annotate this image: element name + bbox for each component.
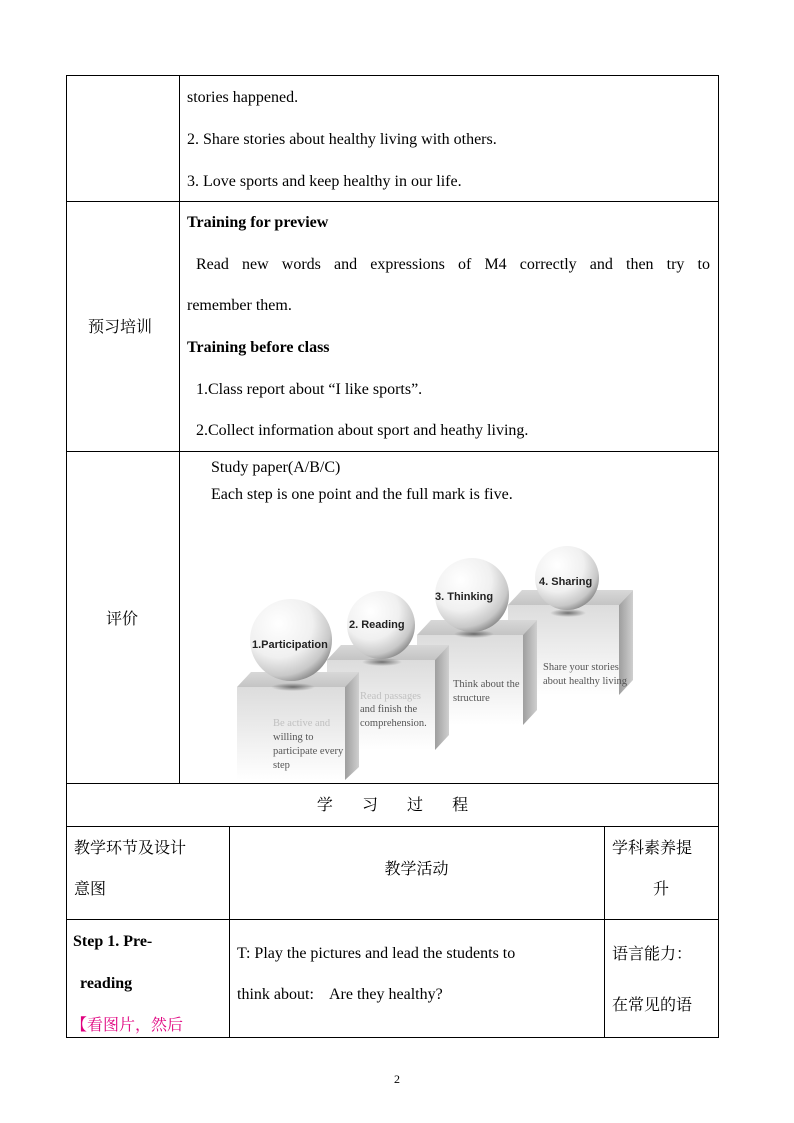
- label-column-divider: [179, 75, 180, 783]
- learning-process-header: 学 习 过 程: [316, 795, 469, 814]
- step-1-desc-line4: step: [273, 760, 290, 771]
- table-right-border: [718, 75, 719, 1038]
- step-3-desc-line2: structure: [453, 693, 490, 704]
- study-paper-text: Study paper(A/B/C): [211, 459, 341, 476]
- step-2-desc-line2: and finish the: [360, 704, 418, 715]
- step-2-title: 2. Reading: [349, 619, 405, 631]
- stage-header-line2: 意图: [74, 879, 107, 898]
- step-3-desc-line1: Think about the: [453, 679, 520, 690]
- step1-title-line1: Step 1. Pre-: [73, 933, 153, 950]
- activity-header: 教学活动: [384, 859, 449, 878]
- step-3-title: 3. Thinking: [435, 591, 494, 603]
- process-header-bottom-border: [66, 826, 719, 827]
- step-4-desc-line2: about healthy living: [543, 676, 627, 687]
- scoring-text: Each step is one point and the full mark is five.: [211, 486, 513, 503]
- row2-bottom-border: [66, 451, 719, 452]
- table-bottom-border: [66, 1037, 719, 1038]
- preview-training-label: 预习培训: [88, 317, 153, 336]
- step-4-desc-line1: Share your stories: [543, 662, 619, 673]
- before-class-item-2: 2.Collect information about sport and heathy living.: [196, 422, 529, 439]
- table-left-border: [66, 75, 67, 1038]
- stage-header-line1: 教学环节及设计: [74, 838, 187, 857]
- literacy-header-line1: 学科素养提: [612, 838, 693, 857]
- table-header-bottom-border: [66, 919, 719, 920]
- objective-line-1: stories happened.: [187, 89, 299, 106]
- step-2-desc-line3: comprehension.: [360, 718, 427, 729]
- page-number: 2: [394, 1072, 400, 1086]
- step-1-title: 1.Participation: [252, 639, 328, 651]
- training-preview-heading: Training for preview: [187, 214, 329, 231]
- row1-bottom-border: [66, 201, 719, 202]
- step1-skill-line1: 语言能力：: [612, 944, 693, 963]
- step1-title-line2: reading: [80, 975, 133, 992]
- before-class-item-1: 1.Class report about “I like sports”.: [196, 381, 423, 398]
- training-before-class-heading: Training before class: [187, 339, 330, 356]
- steps-diagram: [205, 535, 665, 785]
- objective-line-3: 3. Love sports and keep healthy in our life.: [187, 173, 462, 190]
- training-preview-text-line1: Read new words and expressions of M4 correctly and then try to: [196, 256, 710, 273]
- step-1-desc-line1: Be active and: [273, 718, 331, 729]
- step-1-desc-line3: participate every: [273, 746, 344, 757]
- objective-line-2: 2. Share stories about healthy living with others.: [187, 131, 497, 148]
- activity-column-divider: [604, 826, 605, 1037]
- step-1-desc-line2: willing to: [273, 732, 314, 743]
- step1-activity-line1: T: Play the pictures and lead the students to: [237, 945, 516, 962]
- step-4-title: 4. Sharing: [539, 576, 593, 588]
- step1-activity-line2: think about: Are they healthy?: [237, 986, 443, 1003]
- step1-skill-line2: 在常见的语: [612, 995, 693, 1014]
- stage-column-divider: [229, 826, 230, 1037]
- evaluation-label: 评价: [106, 609, 139, 628]
- step1-pink-note: 【看图片，然后: [71, 1015, 184, 1034]
- table-top-border: [66, 75, 719, 76]
- literacy-header-line2: 升: [652, 879, 669, 898]
- step-2-desc-line1: Read passages: [360, 691, 421, 702]
- training-preview-text-line2: remember them.: [187, 297, 292, 314]
